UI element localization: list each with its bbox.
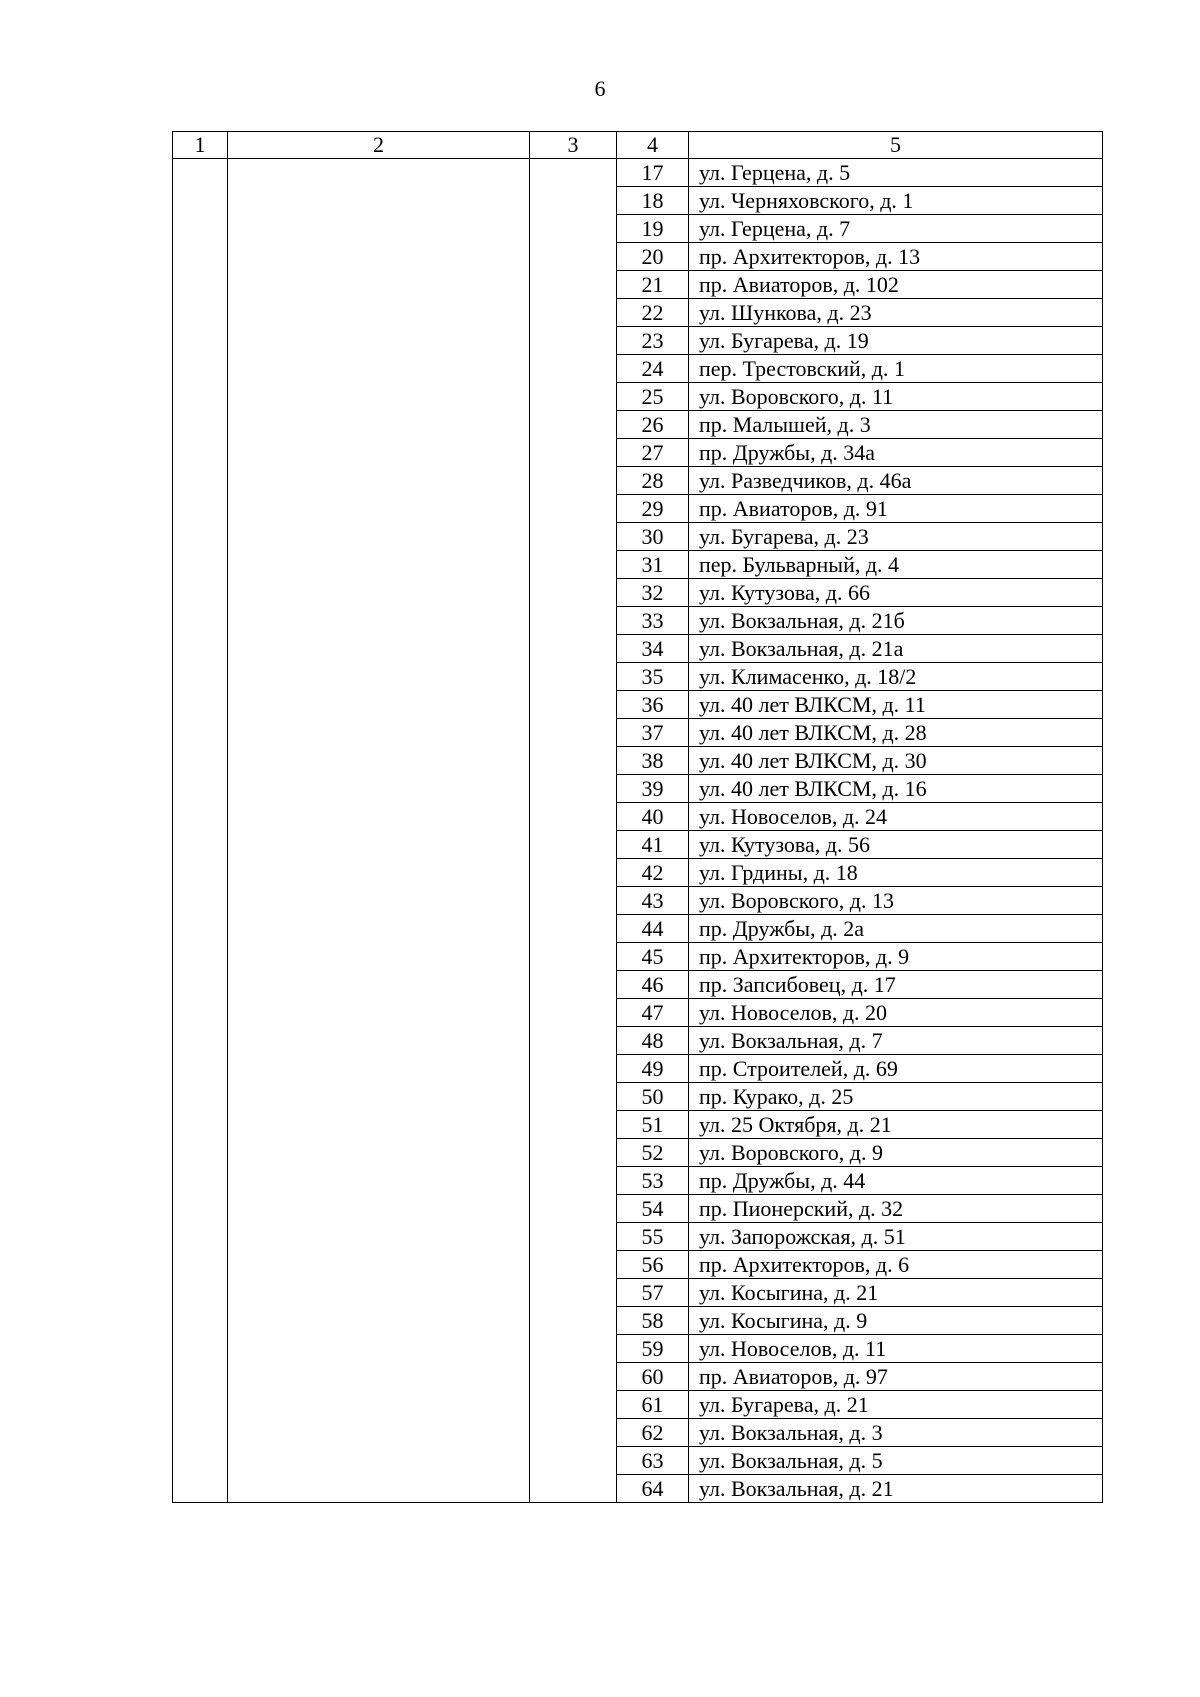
row-number: 20 bbox=[617, 243, 689, 271]
row-number: 37 bbox=[617, 719, 689, 747]
row-number: 36 bbox=[617, 691, 689, 719]
row-address: ул. Вокзальная, д. 21а bbox=[689, 635, 1103, 663]
row-number: 53 bbox=[617, 1167, 689, 1195]
row-address: ул. Воровского, д. 9 bbox=[689, 1139, 1103, 1167]
row-number: 34 bbox=[617, 635, 689, 663]
header-col-4: 4 bbox=[617, 132, 689, 159]
row-number: 52 bbox=[617, 1139, 689, 1167]
row-number: 44 bbox=[617, 915, 689, 943]
row-number: 48 bbox=[617, 1027, 689, 1055]
row-number: 43 bbox=[617, 887, 689, 915]
row-number: 45 bbox=[617, 943, 689, 971]
row-address: ул. 40 лет ВЛКСМ, д. 11 bbox=[689, 691, 1103, 719]
row-address: ул. Новоселов, д. 11 bbox=[689, 1335, 1103, 1363]
row-address: пер. Бульварный, д. 4 bbox=[689, 551, 1103, 579]
row-number: 19 bbox=[617, 215, 689, 243]
row-address: пр. Запсибовец, д. 17 bbox=[689, 971, 1103, 999]
row-address: ул. Кутузова, д. 56 bbox=[689, 831, 1103, 859]
row-number: 24 bbox=[617, 355, 689, 383]
row-number: 60 bbox=[617, 1363, 689, 1391]
row-address: ул. Новоселов, д. 24 bbox=[689, 803, 1103, 831]
row-number: 46 bbox=[617, 971, 689, 999]
row-address: ул. Грдины, д. 18 bbox=[689, 859, 1103, 887]
row-address: ул. Новоселов, д. 20 bbox=[689, 999, 1103, 1027]
row-number: 54 bbox=[617, 1195, 689, 1223]
header-col-3: 3 bbox=[530, 132, 617, 159]
row-number: 28 bbox=[617, 467, 689, 495]
row-address: пр. Дружбы, д. 34а bbox=[689, 439, 1103, 467]
row-number: 39 bbox=[617, 775, 689, 803]
row-number: 18 bbox=[617, 187, 689, 215]
row-number: 17 bbox=[617, 159, 689, 187]
row-address: ул. Вокзальная, д. 21 bbox=[689, 1475, 1103, 1503]
merged-empty-col-2 bbox=[228, 159, 530, 1503]
row-address: пер. Трестовский, д. 1 bbox=[689, 355, 1103, 383]
row-number: 27 bbox=[617, 439, 689, 467]
row-number: 22 bbox=[617, 299, 689, 327]
address-table bbox=[172, 131, 1103, 1503]
merged-empty-col-3 bbox=[530, 159, 617, 1503]
row-address: ул. 40 лет ВЛКСМ, д. 30 bbox=[689, 747, 1103, 775]
row-number: 57 bbox=[617, 1279, 689, 1307]
row-number: 35 bbox=[617, 663, 689, 691]
row-address: ул. Вокзальная, д. 3 bbox=[689, 1419, 1103, 1447]
row-address: ул. Косыгина, д. 21 bbox=[689, 1279, 1103, 1307]
row-number: 49 bbox=[617, 1055, 689, 1083]
row-address: ул. Косыгина, д. 9 bbox=[689, 1307, 1103, 1335]
row-address: пр. Пионерский, д. 32 bbox=[689, 1195, 1103, 1223]
header-col-1: 1 bbox=[173, 132, 228, 159]
row-number: 33 bbox=[617, 607, 689, 635]
header-col-2: 2 bbox=[228, 132, 530, 159]
row-address: ул. 40 лет ВЛКСМ, д. 16 bbox=[689, 775, 1103, 803]
row-address: ул. Бугарева, д. 21 bbox=[689, 1391, 1103, 1419]
row-address: ул. Шункова, д. 23 bbox=[689, 299, 1103, 327]
row-number: 62 bbox=[617, 1419, 689, 1447]
row-address: ул. Герцена, д. 7 bbox=[689, 215, 1103, 243]
row-address: пр. Архитекторов, д. 13 bbox=[689, 243, 1103, 271]
row-number: 51 bbox=[617, 1111, 689, 1139]
row-number: 29 bbox=[617, 495, 689, 523]
row-address: ул. Вокзальная, д. 21б bbox=[689, 607, 1103, 635]
row-number: 30 bbox=[617, 523, 689, 551]
row-address: ул. Климасенко, д. 18/2 bbox=[689, 663, 1103, 691]
merged-empty-col-1 bbox=[173, 159, 228, 1503]
row-number: 64 bbox=[617, 1475, 689, 1503]
page-number: 6 bbox=[594, 76, 606, 101]
row-address: пр. Дружбы, д. 2а bbox=[689, 915, 1103, 943]
row-address: пр. Авиаторов, д. 91 bbox=[689, 495, 1103, 523]
row-address: ул. Вокзальная, д. 5 bbox=[689, 1447, 1103, 1475]
row-number: 31 bbox=[617, 551, 689, 579]
row-number: 55 bbox=[617, 1223, 689, 1251]
row-number: 47 bbox=[617, 999, 689, 1027]
row-number: 59 bbox=[617, 1335, 689, 1363]
row-number: 23 bbox=[617, 327, 689, 355]
row-address: ул. Кутузова, д. 66 bbox=[689, 579, 1103, 607]
row-address: пр. Архитекторов, д. 6 bbox=[689, 1251, 1103, 1279]
row-address: пр. Курако, д. 25 bbox=[689, 1083, 1103, 1111]
table-row bbox=[173, 159, 1103, 187]
row-address: пр. Малышей, д. 3 bbox=[689, 411, 1103, 439]
row-number: 40 bbox=[617, 803, 689, 831]
table-header-row bbox=[173, 132, 1103, 159]
row-address: пр. Авиаторов, д. 102 bbox=[689, 271, 1103, 299]
row-number: 42 bbox=[617, 859, 689, 887]
row-number: 21 bbox=[617, 271, 689, 299]
row-address: ул. Воровского, д. 11 bbox=[689, 383, 1103, 411]
row-address: ул. Бугарева, д. 23 bbox=[689, 523, 1103, 551]
row-address: ул. Воровского, д. 13 bbox=[689, 887, 1103, 915]
row-number: 50 bbox=[617, 1083, 689, 1111]
row-address: ул. Герцена, д. 5 bbox=[689, 159, 1103, 187]
row-number: 26 bbox=[617, 411, 689, 439]
row-address: пр. Дружбы, д. 44 bbox=[689, 1167, 1103, 1195]
row-address: ул. Бугарева, д. 19 bbox=[689, 327, 1103, 355]
row-number: 41 bbox=[617, 831, 689, 859]
row-address: ул. Черняховского, д. 1 bbox=[689, 187, 1103, 215]
table-body bbox=[173, 132, 1103, 1503]
row-number: 63 bbox=[617, 1447, 689, 1475]
row-address: пр. Архитекторов, д. 9 bbox=[689, 943, 1103, 971]
row-number: 56 bbox=[617, 1251, 689, 1279]
row-number: 58 bbox=[617, 1307, 689, 1335]
row-address: ул. Разведчиков, д. 46а bbox=[689, 467, 1103, 495]
row-number: 25 bbox=[617, 383, 689, 411]
row-address: пр. Авиаторов, д. 97 bbox=[689, 1363, 1103, 1391]
row-address: ул. Запорожская, д. 51 bbox=[689, 1223, 1103, 1251]
row-address: ул. 40 лет ВЛКСМ, д. 28 bbox=[689, 719, 1103, 747]
header-col-5: 5 bbox=[689, 132, 1103, 159]
row-address: пр. Строителей, д. 69 bbox=[689, 1055, 1103, 1083]
row-number: 32 bbox=[617, 579, 689, 607]
row-number: 38 bbox=[617, 747, 689, 775]
row-address: ул. 25 Октября, д. 21 bbox=[689, 1111, 1103, 1139]
row-number: 61 bbox=[617, 1391, 689, 1419]
row-address: ул. Вокзальная, д. 7 bbox=[689, 1027, 1103, 1055]
